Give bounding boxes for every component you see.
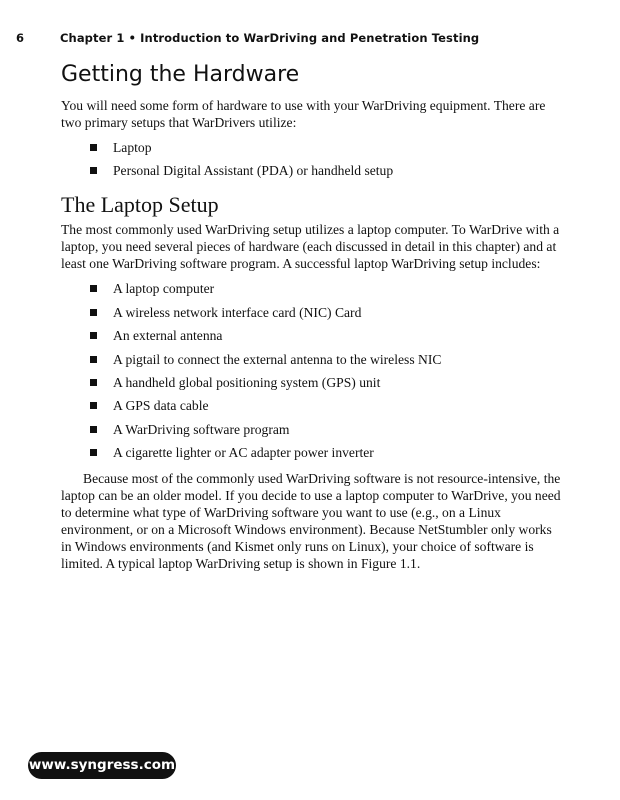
list-item: Laptop: [89, 139, 561, 156]
list-item: A GPS data cable: [89, 397, 561, 414]
running-header: [16, 31, 576, 45]
hardware-intro-paragraph: You will need some form of hardware to use with your WarDriving equipment. There are two primary setups that WarDrivers utilize:: [61, 98, 546, 130]
setup-types-list: [61, 139, 561, 179]
list-item: A cigarette lighter or AC adapter power inverter: [89, 444, 561, 461]
page-number: 6: [16, 31, 25, 45]
section-heading-laptop-setup: The Laptop Setup: [61, 192, 219, 218]
list-item: A laptop computer: [89, 280, 561, 297]
list-item: A WarDriving software program: [89, 421, 561, 438]
laptop-requirements-list: [61, 280, 561, 461]
publisher-url-badge: www.syngress.com: [28, 752, 176, 779]
section-heading-hardware: Getting the Hardware: [61, 62, 300, 87]
list-item: A pigtail to connect the external antenna to the wireless NIC: [89, 351, 561, 368]
chapter-title: Chapter 1 • Introduction to WarDriving and Penetration Testing: [60, 31, 480, 45]
laptop-body-paragraph: Because most of the commonly used WarDriving software is not resource-intensive, the laptop can be an older model. If you decide to use a laptop computer to WarDrive, you need to determine what type of WarDriving software you want to use (e.g., on a Linux environment, or on a Microsoft Windows environment). Because NetStumbler only works in Windows environments (and Kismet only runs on Linux), your choice of software is limited. A typical laptop WarDriving setup is shown in Figure 1.1.: [61, 471, 561, 572]
list-item: An external antenna: [89, 327, 561, 344]
list-item: A handheld global positioning system (GPS) unit: [89, 374, 561, 391]
list-item: A wireless network interface card (NIC) Card: [89, 304, 561, 321]
laptop-intro-paragraph: The most commonly used WarDriving setup utilizes a laptop computer. To WarDrive with a laptop, you need several pieces of hardware (each discussed in detail in this chapter) and at least one WarDriving software program. A successful laptop WarDriving setup includes:: [61, 222, 560, 272]
page-body: [61, 58, 561, 572]
list-item: Personal Digital Assistant (PDA) or handheld setup: [89, 162, 561, 179]
